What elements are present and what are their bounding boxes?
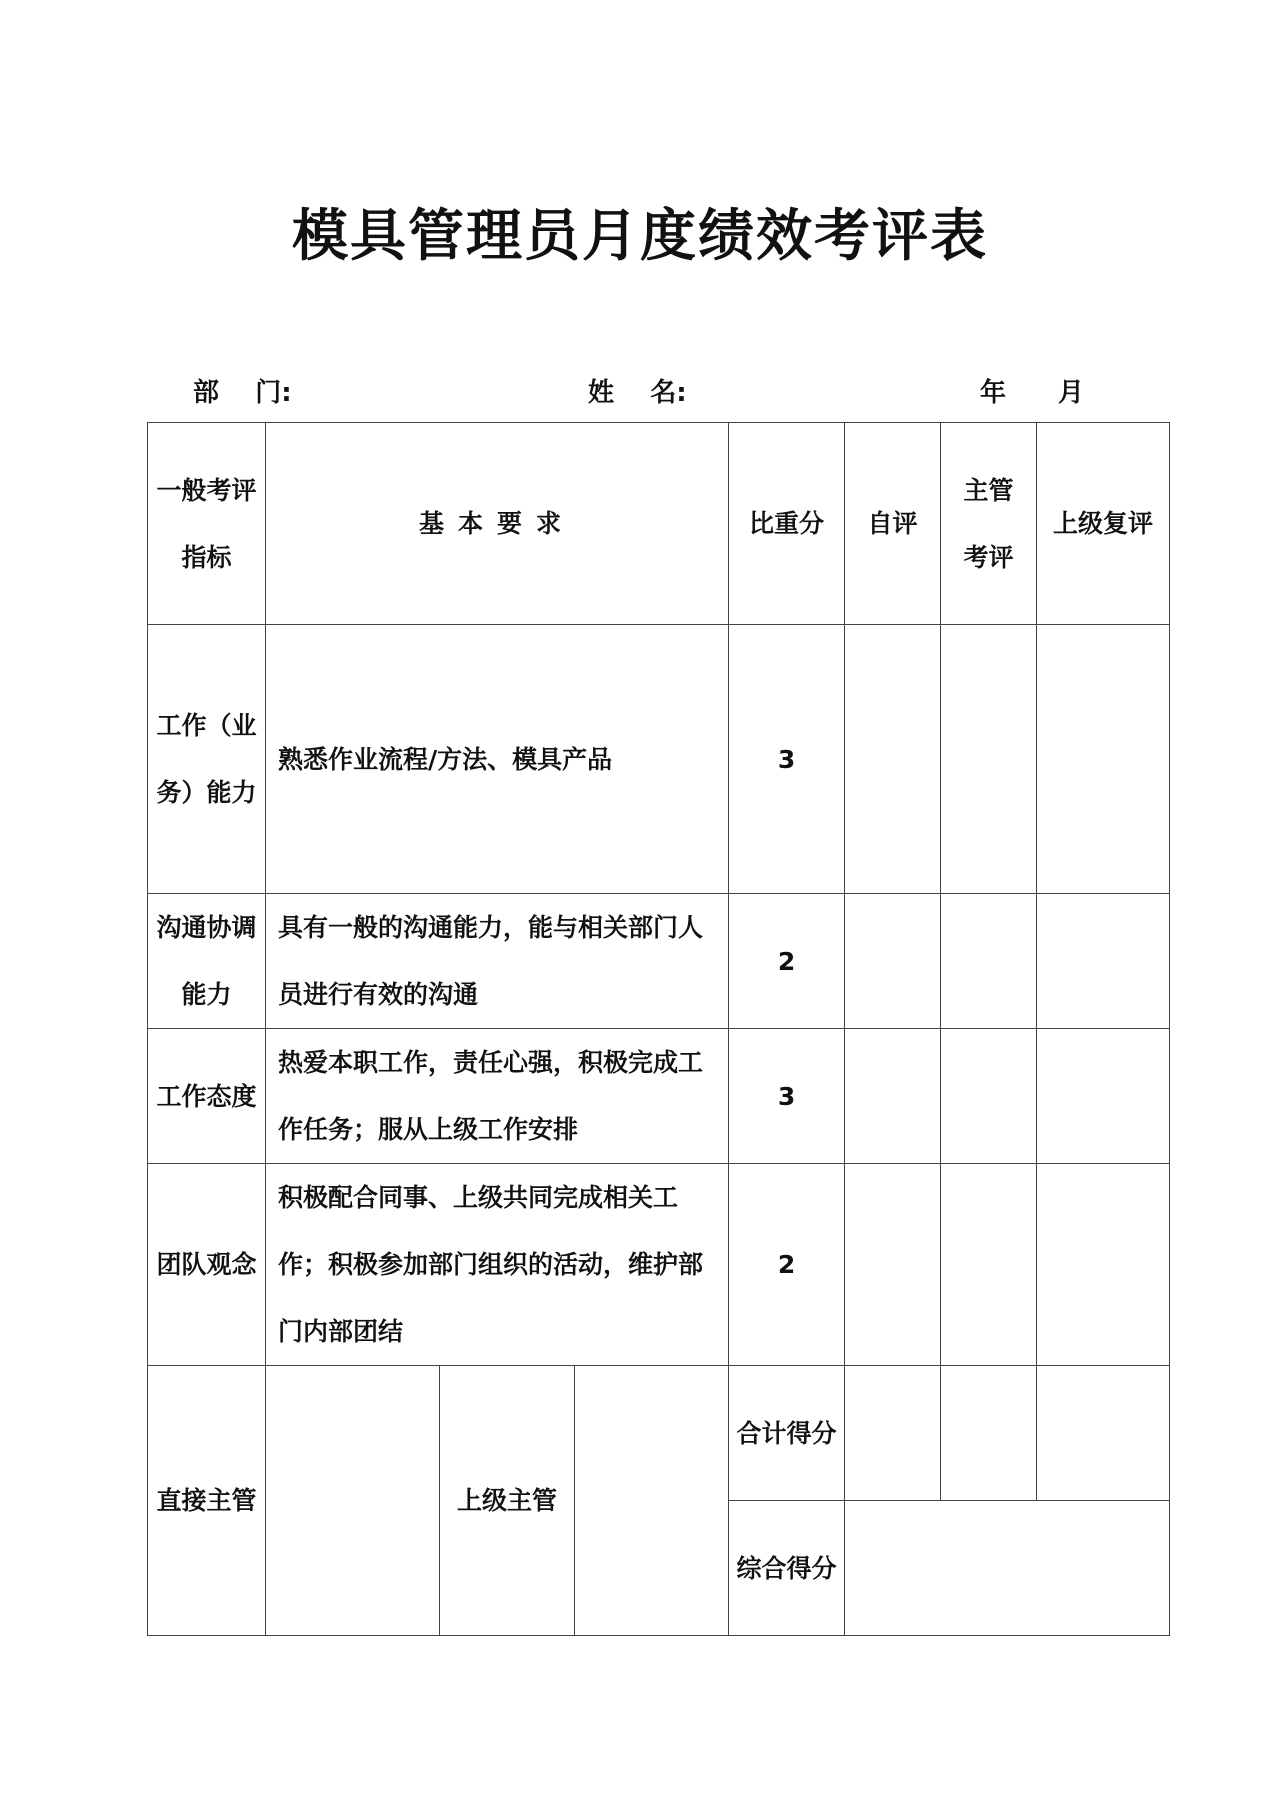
row-indicator: 工作态度 — [148, 1029, 266, 1164]
table-row — [148, 1164, 1170, 1366]
self-score-cell[interactable] — [845, 625, 941, 894]
row-weight: 3 — [729, 625, 845, 894]
evaluation-table — [147, 422, 1170, 1636]
row-indicator: 沟通协调能力 — [148, 894, 266, 1029]
superior-score-cell[interactable] — [1037, 1029, 1170, 1164]
table-row — [148, 1029, 1170, 1164]
row-requirement: 热爱本职工作，责任心强，积极完成工作任务；服从上级工作安排 — [266, 1029, 729, 1164]
total-score-label: 合计得分 — [729, 1366, 845, 1501]
self-score-cell[interactable] — [845, 1029, 941, 1164]
header-weight: 比重分 — [729, 423, 845, 625]
total-superior-cell[interactable] — [1037, 1366, 1170, 1501]
superior-score-cell[interactable] — [1037, 894, 1170, 1029]
direct-supervisor-signature[interactable] — [266, 1366, 440, 1636]
row-indicator: 工作（业务）能力 — [148, 625, 266, 894]
header-superior: 上级复评 — [1037, 423, 1170, 625]
department-label: 部 门: — [193, 378, 292, 408]
total-supervisor-cell[interactable] — [941, 1366, 1037, 1501]
row-requirement: 积极配合同事、上级共同完成相关工作；积极参加部门组织的活动，维护部门内部团结 — [266, 1164, 729, 1366]
page-title: 模具管理员月度绩效考评表 — [292, 204, 988, 269]
header-self: 自评 — [845, 423, 941, 625]
row-weight: 2 — [729, 894, 845, 1029]
row-weight: 3 — [729, 1029, 845, 1164]
year-label: 年 — [980, 378, 1007, 408]
row-requirement: 具有一般的沟通能力，能与相关部门人员进行有效的沟通 — [266, 894, 729, 1029]
header-indicator: 一般考评指标 — [148, 423, 266, 625]
superior-score-cell[interactable] — [1037, 1164, 1170, 1366]
row-indicator: 团队观念 — [148, 1164, 266, 1366]
header-supervisor: 主管考评 — [941, 423, 1037, 625]
table-row — [148, 625, 1170, 894]
supervisor-score-cell[interactable] — [941, 625, 1037, 894]
self-score-cell[interactable] — [845, 894, 941, 1029]
direct-supervisor-label: 直接主管 — [148, 1366, 266, 1636]
total-row — [148, 1366, 1170, 1501]
row-weight: 2 — [729, 1164, 845, 1366]
supervisor-score-cell[interactable] — [941, 1164, 1037, 1366]
name-label: 姓 名: — [588, 378, 687, 408]
row-requirement: 熟悉作业流程/方法、模具产品 — [266, 625, 729, 894]
superior-score-cell[interactable] — [1037, 625, 1170, 894]
info-row — [0, 372, 1280, 412]
header-requirement: 基本要求 — [266, 423, 729, 625]
header-row — [148, 423, 1170, 625]
supervisor-score-cell[interactable] — [941, 1029, 1037, 1164]
table-row — [148, 894, 1170, 1029]
overall-score-cell[interactable] — [845, 1501, 1170, 1636]
self-score-cell[interactable] — [845, 1164, 941, 1366]
total-self-cell[interactable] — [845, 1366, 941, 1501]
supervisor-score-cell[interactable] — [941, 894, 1037, 1029]
superior-supervisor-signature[interactable] — [575, 1366, 729, 1636]
superior-supervisor-label: 上级主管 — [440, 1366, 575, 1636]
month-label: 月 — [1058, 378, 1085, 408]
overall-score-label: 综合得分 — [729, 1501, 845, 1636]
